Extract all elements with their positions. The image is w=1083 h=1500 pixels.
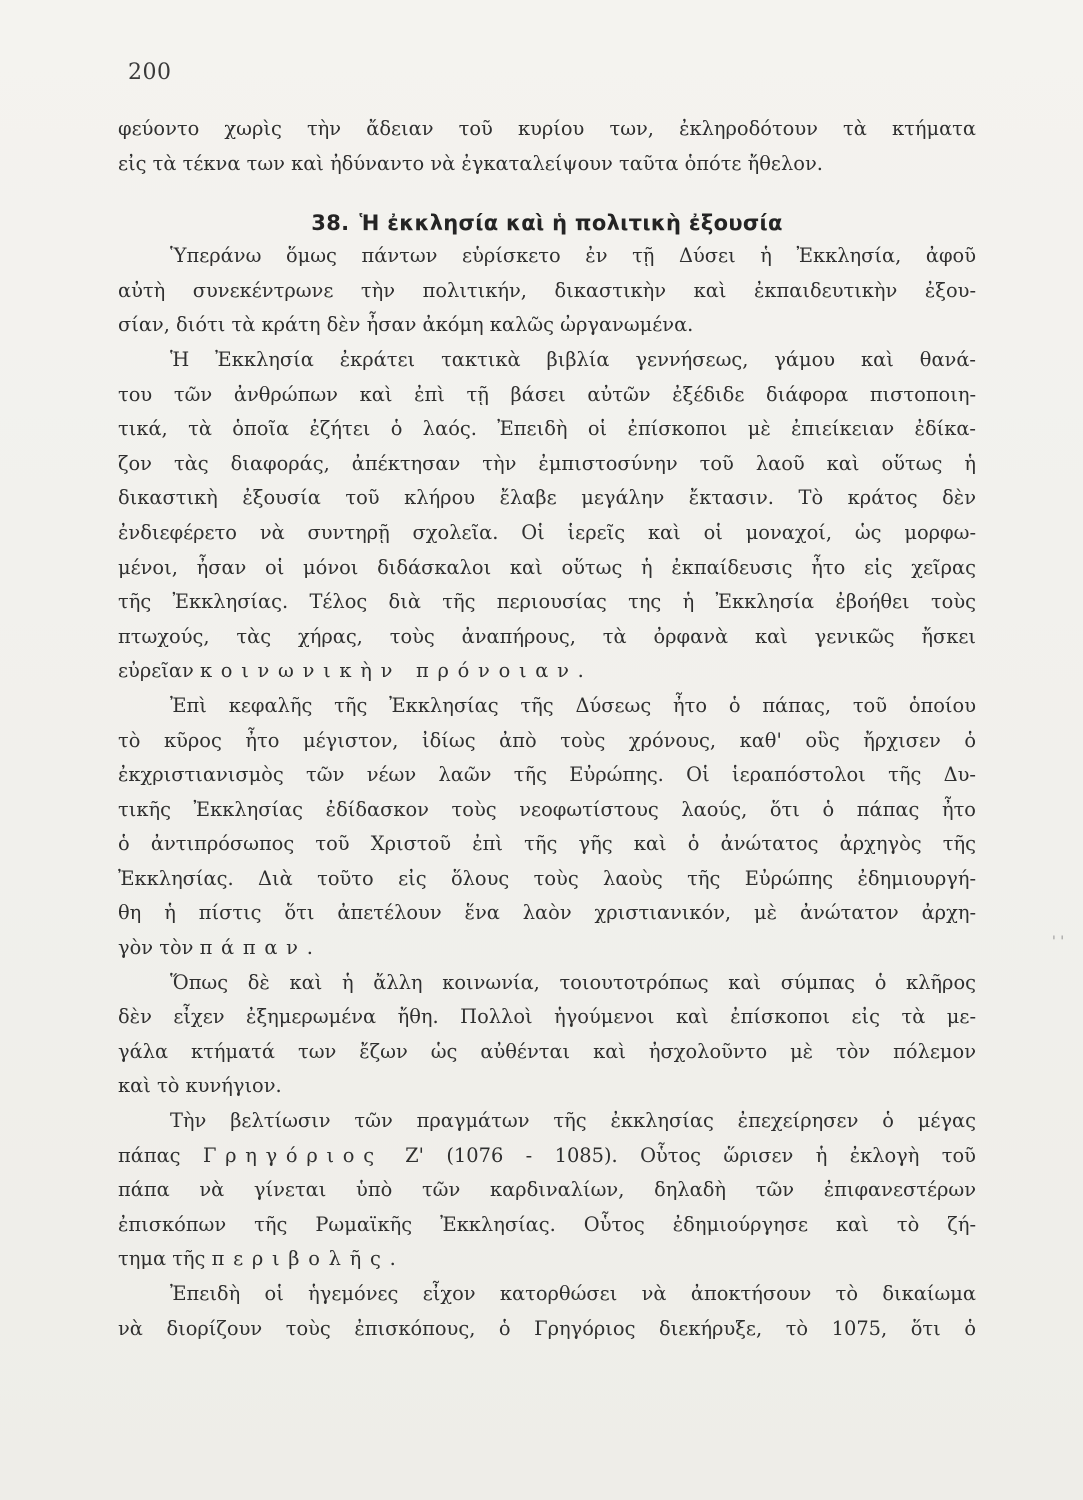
text-line: τικά, τὰ ὁποῖα ἐζήτει ὁ λαός. Ἐπειδὴ οἱ ἐπίσκοποι μὲ ἐπιείκειαν ἐδίκα- [118,417,976,441]
text-line: Ὑπεράνω ὅμως πάντων εὑρίσκετο ἐν τῇ Δύσει ἡ Ἐκκλησία, ἀφοῦ [170,244,976,268]
section-title: Ἡ ἐκκλησία καὶ ἡ πολιτικὴ ἐξουσία [359,211,783,236]
text-line: Ὅπως δὲ καὶ ἡ ἄλλη κοινωνία, τοιουτοτρόπως καὶ σύμπας ὁ κλῆρος [170,970,976,994]
text-line: μένοι, ἦσαν οἱ μόνοι διδάσκαλοι καὶ οὕτως ἡ ἐκπαίδευσις ἦτο εἰς χεῖρας [118,555,976,579]
text-rest: Ζ' (1076 - 1085). Οὗτος ὥρισεν ἡ ἐκλογὴ τοῦ [405,1143,976,1167]
text-line: γάλα κτήματά των ἔζων ὡς αὐθένται καὶ ἠσχολοῦντο μὲ τὸν πόλεμον [118,1039,976,1063]
text-line: τικῆς Ἐκκλησίας ἐδίδασκον τοὺς νεοφωτίστους λαούς, ὅτι ὁ πάπας ἦτο [118,797,976,821]
text-line [118,931,976,966]
text-line [118,654,976,689]
text-line: τῆς Ἐκκλησίας. Τέλος διὰ τῆς περιουσίας της ἡ Ἐκκλησία ἐβοήθει τοὺς [118,590,976,614]
section-number: 38. [311,211,350,236]
section-heading [118,181,976,239]
body-text [118,112,976,1346]
spaced-emphasis: κοινωνικὴν πρόνοιαν. [199,659,593,683]
text-lead: πάπας [118,1143,181,1167]
spaced-emphasis: Γρηγόριος [202,1143,383,1167]
text-lead: τημα τῆς [118,1247,206,1271]
text-line: Ἐπὶ κεφαλῆς τῆς Ἐκκλησίας τῆς Δύσεως ἦτο ὁ πάπας, τοῦ ὁποίου [170,693,976,717]
text-line: ὁ ἀντιπρόσωπος τοῦ Χριστοῦ ἐπὶ τῆς γῆς καὶ ὁ ἀνώτατος ἀρχηγὸς τῆς [118,832,976,856]
text-line: σίαν, διότι τὰ κράτη δὲν ἦσαν ἀκόμη καλῶς ὠργανωμένα. [118,313,694,337]
text-line: νὰ διορίζουν τοὺς ἐπισκόπους, ὁ Γρηγόριος διεκήρυξε, τὸ 1075, ὅτι ὁ [118,1316,976,1340]
text-line [118,1139,976,1174]
text-line: δικαστικὴ ἐξουσία τοῦ κλήρου ἔλαβε μεγάλην ἔκτασιν. Τὸ κράτος δὲν [118,486,976,510]
text-line: ζον τὰς διαφοράς, ἀπέκτησαν τὴν ἐμπιστοσύνην τοῦ λαοῦ καὶ οὕτως ἡ [118,451,976,475]
margin-mark: ' ' [1052,934,1065,950]
text-line: ἐνδιεφέρετο νὰ συντηρῇ σχολεῖα. Οἱ ἱερεῖς καὶ οἱ μοναχοί, ὡς μορφω- [118,520,976,544]
text-line: καὶ τὸ κυνήγιον. [118,1074,282,1098]
text-line: του τῶν ἀνθρώπων καὶ ἐπὶ τῇ βάσει αὐτῶν ἐξέδιδε διάφορα πιστοποιη- [118,382,976,406]
text-line: εἰς τὰ τέκνα των καὶ ἠδύναντο νὰ ἐγκαταλείψουν ταῦτα ὁπότε ἤθελον. [118,151,823,175]
text-line: Τὴν βελτίωσιν τῶν πραγμάτων τῆς ἐκκλησίας ἐπεχείρησεν ὁ μέγας [170,1109,976,1133]
text-line [118,1242,976,1277]
text-line: θη ἡ πίστις ὅτι ἀπετέλουν ἕνα λαὸν χριστιανικόν, μὲ ἀνώτατον ἀρχη- [118,901,976,925]
text-lead: γὸν τὸν [118,936,194,960]
spaced-emphasis: πάπαν. [199,936,322,960]
text-line: τὸ κῦρος ἦτο μέγιστον, ἰδίως ἀπὸ τοὺς χρόνους, καθ' οὓς ἤρχισεν ὁ [118,728,976,752]
text-line: ἐκχριστιανισμὸς τῶν νέων λαῶν τῆς Εὐρώπης. Οἱ ἱεραπόστολοι τῆς Δυ- [118,763,976,787]
page-number: 200 [128,60,172,85]
text-line: πτωχούς, τὰς χήρας, τοὺς ἀναπήρους, τὰ ὀρφανὰ καὶ γενικῶς ἤσκει [118,624,976,648]
text-line: Ἐπειδὴ οἱ ἡγεμόνες εἶχον κατορθώσει νὰ ἀποκτήσουν τὸ δικαίωμα [170,1282,976,1305]
text-line: αὐτὴ συνεκέντρωνε τὴν πολιτικήν, δικαστικὴν καὶ ἐκπαιδευτικὴν ἐξου- [118,278,976,302]
text-line: πάπα νὰ γίνεται ὑπὸ τῶν καρδιναλίων, δηλαδὴ τῶν ἐπιφανεστέρων [118,1178,976,1202]
text-line: Ἡ Ἐκκλησία ἐκράτει τακτικὰ βιβλία γεννήσεως, γάμου καὶ θανά- [170,347,976,371]
text-line: ἐπισκόπων τῆς Ρωμαϊκῆς Ἐκκλησίας. Οὗτος ἐδημιούργησε καὶ τὸ ζή- [118,1212,976,1236]
text-line: Ἐκκλησίας. Διὰ τοῦτο εἰς ὅλους τοὺς λαοὺς τῆς Εὐρώπης ἐδημιουργή- [118,866,976,890]
text-lead: εὐρεῖαν [118,659,194,683]
text-line: φεύοντο χωρὶς τὴν ἄδειαν τοῦ κυρίου των, ἐκληροδότουν τὰ κτήματα [118,117,976,140]
text-line: δὲν εἶχεν ἐξημερωμένα ἤθη. Πολλοὶ ἡγούμενοι καὶ ἐπίσκοποι εἰς τὰ με- [118,1005,976,1029]
spaced-emphasis: περιβολῆς. [211,1247,405,1271]
